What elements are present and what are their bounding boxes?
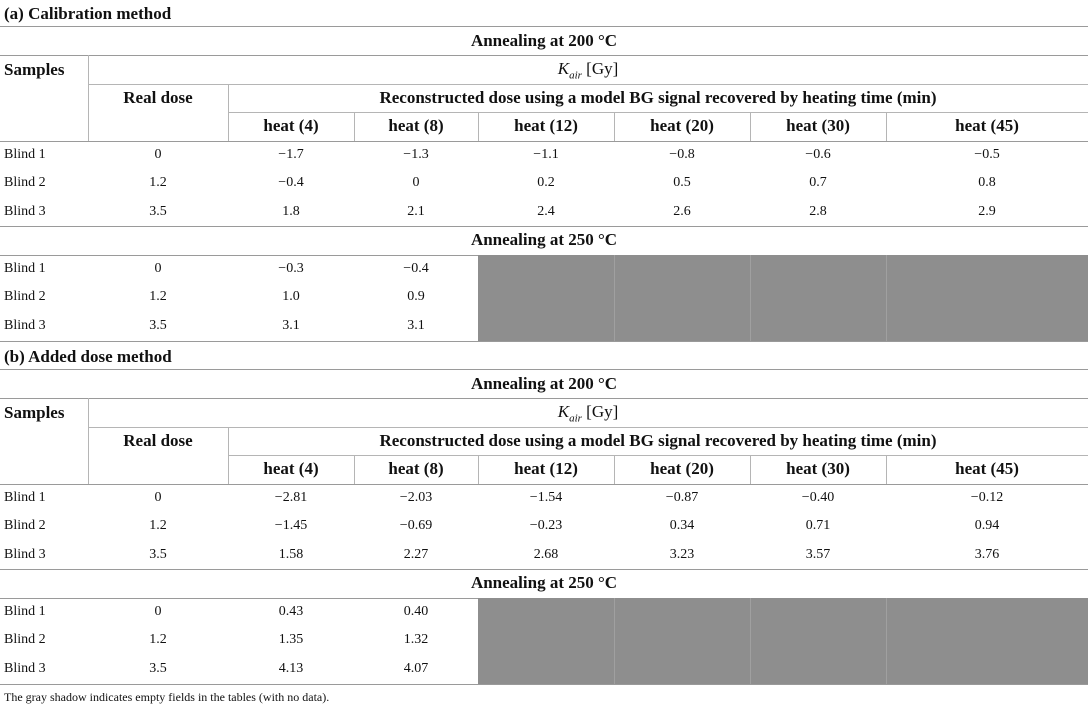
reconstructed-dose-value: 1.0 <box>282 289 300 304</box>
reconstructed-dose-value: 0.7 <box>809 175 827 190</box>
reconstructed-dose-value: 3.57 <box>805 547 831 562</box>
sample-label: Blind 1 <box>4 490 46 505</box>
heat-header: heat (8) <box>388 116 444 135</box>
heat-header: heat (4) <box>263 459 319 478</box>
reconstructed-dose-value: 1.58 <box>278 547 304 562</box>
reconstructed-dose-value: −1.54 <box>529 490 563 505</box>
heat-header: heat (12) <box>514 459 578 478</box>
reconstructed-dose-value: 0.9 <box>407 289 425 304</box>
real-dose-value: 0 <box>154 604 162 619</box>
real-dose-value: 3.5 <box>149 661 167 676</box>
reconstructed-dose-value: 0.2 <box>537 175 555 190</box>
real-dose-value: 1.2 <box>149 518 167 533</box>
reconstructed-dose-value: 2.1 <box>407 204 425 219</box>
section-bottom-rule <box>0 341 1088 342</box>
kair-unit: [Gy] <box>581 402 619 421</box>
reconstructed-dose-value: −0.23 <box>529 518 563 533</box>
reconstructed-dose-value: 2.68 <box>533 547 559 562</box>
heat-column-divider <box>750 455 751 484</box>
real-dose-value: 0 <box>154 261 162 276</box>
sample-label: Blind 3 <box>4 661 46 676</box>
heat-header: heat (12) <box>514 116 578 135</box>
reconstructed-dose-value: 0.94 <box>974 518 1000 533</box>
kair-unit: [Gy] <box>581 59 619 78</box>
annealing-200-header: Annealing at 200 °C <box>470 374 618 393</box>
real-dose-value: 3.5 <box>149 204 167 219</box>
empty-fields-shading <box>478 598 1088 684</box>
reconstructed-dose-value: 3.1 <box>407 318 425 333</box>
sample-label: Blind 2 <box>4 289 46 304</box>
empty-field-divider <box>886 598 887 684</box>
empty-field-divider <box>614 255 615 341</box>
reconstructed-dose-value: 0.43 <box>278 604 304 619</box>
reconstructed-dose-value: 4.13 <box>278 661 304 676</box>
heat-column-divider <box>886 112 887 141</box>
reconstructed-dose-value: −0.6 <box>805 147 831 162</box>
reconstructed-dose-value: −0.5 <box>974 147 1000 162</box>
reconstructed-dose-value: 0.5 <box>673 175 691 190</box>
reconstructed-dose-value: −0.69 <box>399 518 433 533</box>
kair-subscript: air <box>569 69 582 82</box>
heat-column-divider <box>614 455 615 484</box>
real-dose-value: 1.2 <box>149 289 167 304</box>
heat-header: heat (30) <box>786 116 850 135</box>
empty-field-divider <box>750 255 751 341</box>
reconstructed-dose-value: 0.34 <box>669 518 695 533</box>
heat-header: heat (30) <box>786 459 850 478</box>
heat-column-divider <box>478 112 479 141</box>
reconstructed-dose-value: 0 <box>412 175 420 190</box>
sample-label: Blind 2 <box>4 518 46 533</box>
reconstructed-dose-value: −0.4 <box>403 261 429 276</box>
heat-header: heat (4) <box>263 116 319 135</box>
annealing-200-header: Annealing at 200 °C <box>470 31 618 50</box>
reconstructed-dose-value: 1.8 <box>282 204 300 219</box>
sample-label: Blind 3 <box>4 547 46 562</box>
reconstructed-dose-value: −2.03 <box>399 490 433 505</box>
kair-header <box>88 55 1088 83</box>
reconstructed-dose-value: 3.76 <box>974 547 1000 562</box>
heat-header: heat (45) <box>955 459 1019 478</box>
empty-field-divider <box>750 598 751 684</box>
reconstructed-dose-value: 0.71 <box>805 518 831 533</box>
samples-header: Samples <box>4 60 65 79</box>
reconstructed-dose-value: −1.7 <box>278 147 304 162</box>
reconstructed-dose-value: −0.3 <box>278 261 304 276</box>
reconstructed-dose-value: −0.40 <box>801 490 835 505</box>
reconstructed-dose-value: −0.8 <box>669 147 695 162</box>
reconstructed-dose-value: −0.4 <box>278 175 304 190</box>
heat-header: heat (20) <box>650 459 714 478</box>
heat-header: heat (8) <box>388 459 444 478</box>
kair-letter: K <box>557 402 570 421</box>
reconstructed-dose-value: 0.8 <box>978 175 996 190</box>
sample-label: Blind 3 <box>4 318 46 333</box>
table-footnote: The gray shadow indicates empty fields in the tables (with no data). <box>4 690 330 704</box>
heat-column-divider <box>478 455 479 484</box>
real-dose-value: 0 <box>154 147 162 162</box>
sample-label: Blind 2 <box>4 632 46 647</box>
sample-label: Blind 2 <box>4 175 46 190</box>
sample-label: Blind 1 <box>4 261 46 276</box>
annealing-250-header: Annealing at 250 °C <box>470 230 618 249</box>
heat-header: heat (45) <box>955 116 1019 135</box>
real-dose-value: 1.2 <box>149 175 167 190</box>
kair-subscript: air <box>569 412 582 425</box>
reconstructed-dose-value: −1.3 <box>403 147 429 162</box>
real-dose-value: 1.2 <box>149 632 167 647</box>
reconstructed-dose-header: Reconstructed dose using a model BG signal recovered by heating time (min) <box>379 431 937 450</box>
reconstructed-dose-value: 2.9 <box>978 204 996 219</box>
annealing-250-header: Annealing at 250 °C <box>470 573 618 592</box>
section-title: (b) Added dose method <box>4 347 172 366</box>
kair-letter: K <box>557 59 570 78</box>
reconstructed-dose-value: −2.81 <box>274 490 308 505</box>
section-bottom-rule <box>0 684 1088 685</box>
real-dose-header: Real dose <box>123 88 193 107</box>
reconstructed-dose-value: −0.87 <box>665 490 699 505</box>
reconstructed-dose-value: 2.8 <box>809 204 827 219</box>
real-dose-value: 3.5 <box>149 318 167 333</box>
empty-fields-shading <box>478 255 1088 341</box>
samples-header: Samples <box>4 403 65 422</box>
heat-header: heat (20) <box>650 116 714 135</box>
reconstructed-dose-value: 2.4 <box>537 204 555 219</box>
real-dose-value: 0 <box>154 490 162 505</box>
reconstructed-dose-value: 4.07 <box>403 661 429 676</box>
kair-symbol <box>557 402 582 425</box>
heat-column-divider <box>354 455 355 484</box>
reconstructed-dose-value: −1.1 <box>533 147 559 162</box>
real-dose-header: Real dose <box>123 431 193 450</box>
reconstructed-dose-value: 1.35 <box>278 632 304 647</box>
sample-label: Blind 1 <box>4 147 46 162</box>
heat-column-divider <box>886 455 887 484</box>
reconstructed-dose-value: 2.27 <box>403 547 429 562</box>
reconstructed-dose-value: 1.32 <box>403 632 429 647</box>
heat-column-divider <box>614 112 615 141</box>
reconstructed-dose-value: 3.1 <box>282 318 300 333</box>
sample-label: Blind 3 <box>4 204 46 219</box>
reconstructed-dose-header: Reconstructed dose using a model BG signal recovered by heating time (min) <box>379 88 937 107</box>
reconstructed-dose-value: −1.45 <box>274 518 308 533</box>
kair-header <box>88 398 1088 426</box>
section-title: (a) Calibration method <box>4 4 172 23</box>
reconstructed-dose-value: 2.6 <box>673 204 691 219</box>
kair-symbol <box>557 59 582 82</box>
empty-field-divider <box>886 255 887 341</box>
real-dose-value: 3.5 <box>149 547 167 562</box>
reconstructed-dose-value: 0.40 <box>403 604 429 619</box>
heat-column-divider <box>750 112 751 141</box>
reconstructed-dose-value: −0.12 <box>970 490 1004 505</box>
heat-column-divider <box>354 112 355 141</box>
reconstructed-dose-value: 3.23 <box>669 547 695 562</box>
empty-field-divider <box>614 598 615 684</box>
sample-label: Blind 1 <box>4 604 46 619</box>
